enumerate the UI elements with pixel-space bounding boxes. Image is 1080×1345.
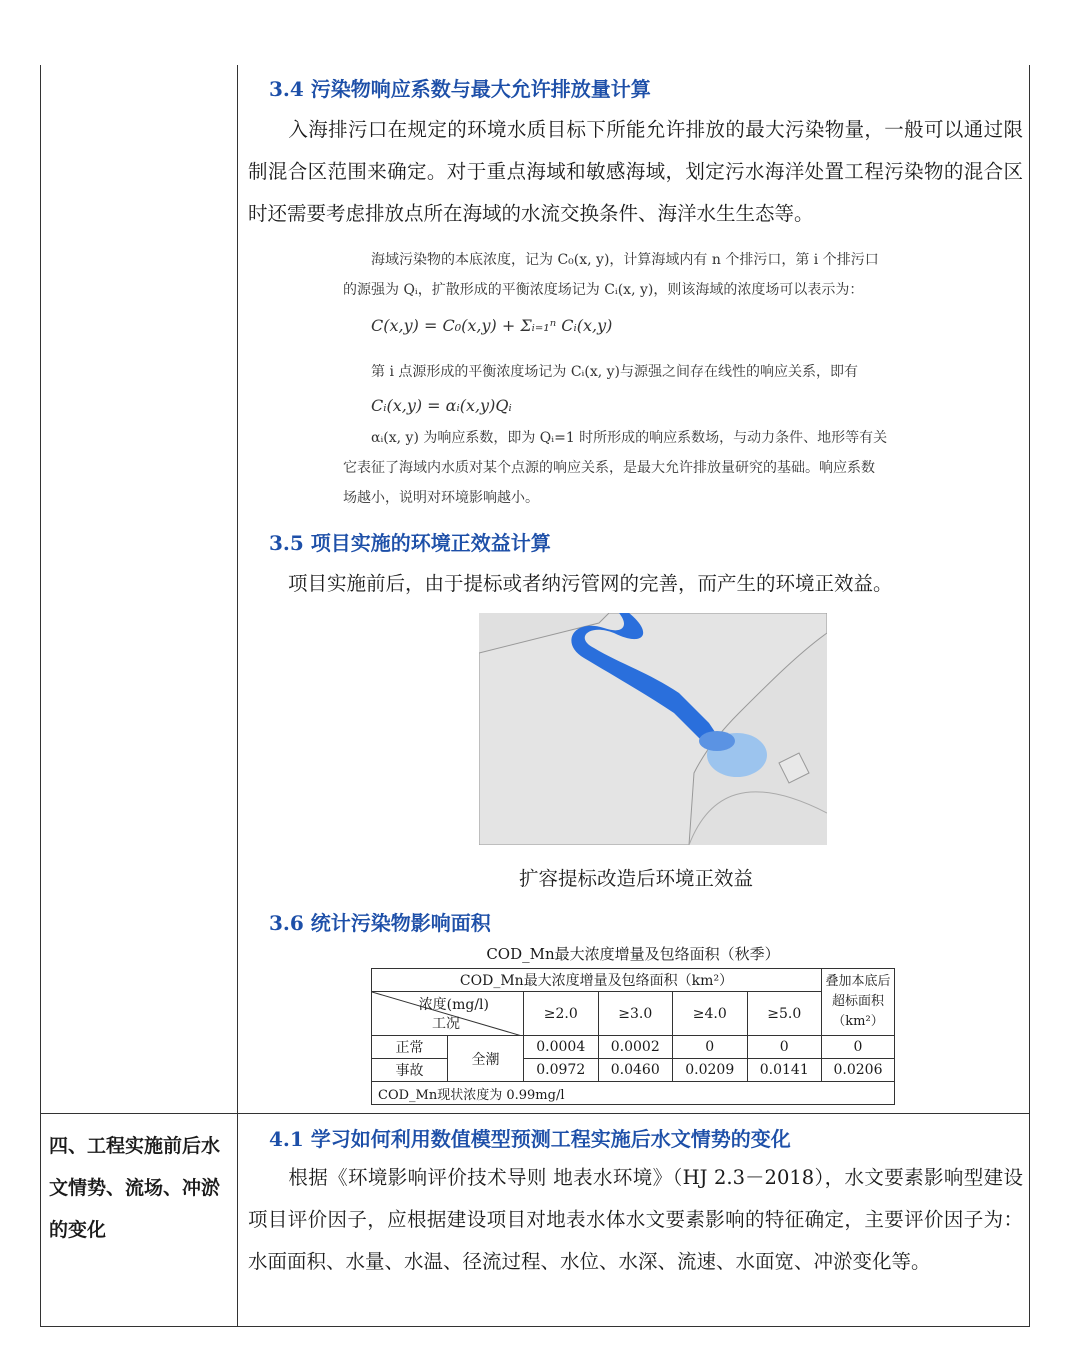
formula-line-2: 的源强为 Qᵢ，扩散形成的平衡浓度场记为 Cᵢ(x, y)，则该海域的浓度场可以表示为：	[343, 282, 864, 298]
diag-top-label: 浓度(mg/l)	[418, 997, 489, 1013]
value-cell: 0.0972	[524, 1059, 599, 1082]
section35-heading: 3.5 项目实施的环境正效益计算	[269, 531, 551, 555]
document-table	[40, 65, 1030, 1327]
threshold-cell: ≥3.0	[598, 992, 673, 1036]
diag-bottom-label: 工况	[432, 1016, 460, 1032]
value-cell: 0.0004	[524, 1036, 599, 1059]
value-cell: 0.0209	[673, 1059, 748, 1082]
tide-cell: 全潮	[448, 1036, 524, 1082]
row-divider	[41, 1113, 1029, 1114]
value-cell: 0	[673, 1036, 748, 1059]
threshold-cell: ≥5.0	[747, 992, 822, 1036]
equation-2: Cᵢ(x,y) = αᵢ(x,y)Qᵢ	[371, 396, 512, 415]
formula-line-5: 它表征了海域内水质对某个点源的响应关系，是最大允许排放量研究的基础。响应系数	[343, 460, 875, 476]
case-cell: 正常	[372, 1036, 448, 1059]
table-diagonal-header	[372, 992, 524, 1036]
value-cell: 0.0206	[822, 1059, 895, 1082]
section36-heading: 3.6 统计污染物影响面积	[269, 911, 491, 935]
section41-para: 根据《环境影响评价技术导则 地表水环境》（HJ 2.3－2018），水文要素影响型建设项目评价因子，应根据建设项目对地表水体水文要素影响的特征确定，主要评价因子为：水面面积、水量、水温、径流过程、水位、水深、流速、水面宽、冲淤变化等。	[248, 1166, 1023, 1273]
section41-heading: 4.1 学习如何利用数值模型预测工程实施后水文情势的变化	[269, 1127, 791, 1151]
section4-left-title: 四、工程实施前后水文情势、流场、冲淤的变化	[49, 1135, 221, 1241]
table-last-header: 叠加本底后超标面积（km²）	[822, 969, 895, 1036]
value-cell: 0.0460	[598, 1059, 673, 1082]
formula-line-3: 第 i 点源形成的平衡浓度场记为 Cᵢ(x, y)与源强之间存在线性的响应关系，即有	[371, 364, 858, 380]
value-cell: 0.0141	[747, 1059, 822, 1082]
value-cell: 0	[822, 1036, 895, 1059]
table-title: COD_Mn最大浓度增量及包络面积（秋季）	[486, 945, 780, 963]
area-table	[371, 968, 895, 1105]
section34-para: 入海排污口在规定的环境水质目标下所能允许排放的最大污染物量，一般可以通过限制混合区范围来确定。对于重点海域和敏感海域，划定污水海洋处置工程污染物的混合区时还需要考虑排放点所在海域的水流交换条件、海洋水生生态等。	[248, 118, 1023, 225]
case-cell: 事故	[372, 1059, 448, 1082]
section35-para: 项目实施前后，由于提标或者纳污管网的完善，而产生的环境正效益。	[288, 572, 893, 595]
map-caption: 扩容提标改造后环境正效益	[518, 867, 753, 890]
column-divider	[237, 65, 238, 1326]
formula-line-1: 海域污染物的本底浓度，记为 C₀(x, y)，计算海域内有 n 个排污口，第 i 个排污口	[371, 252, 879, 268]
formula-line-6: 场越小，说明对环境影响越小。	[343, 490, 539, 506]
table-note: COD_Mn现状浓度为 0.99mg/l	[372, 1082, 895, 1105]
value-cell: 0	[747, 1036, 822, 1059]
threshold-cell: ≥4.0	[673, 992, 748, 1036]
section34-heading: 3.4 污染物响应系数与最大允许排放量计算	[269, 77, 651, 101]
formula-line-4: αᵢ(x, y) 为响应系数，即为 Qᵢ=1 时所形成的响应系数场，与动力条件、地形等有关	[371, 430, 888, 446]
equation-1: C(x,y) = C₀(x,y) + Σᵢ₌₁ⁿ Cᵢ(x,y)	[371, 316, 613, 335]
plume-map	[479, 613, 827, 845]
table-group-header: COD_Mn最大浓度增量及包络面积（km²）	[372, 969, 822, 992]
threshold-cell: ≥2.0	[524, 992, 599, 1036]
value-cell: 0.0002	[598, 1036, 673, 1059]
